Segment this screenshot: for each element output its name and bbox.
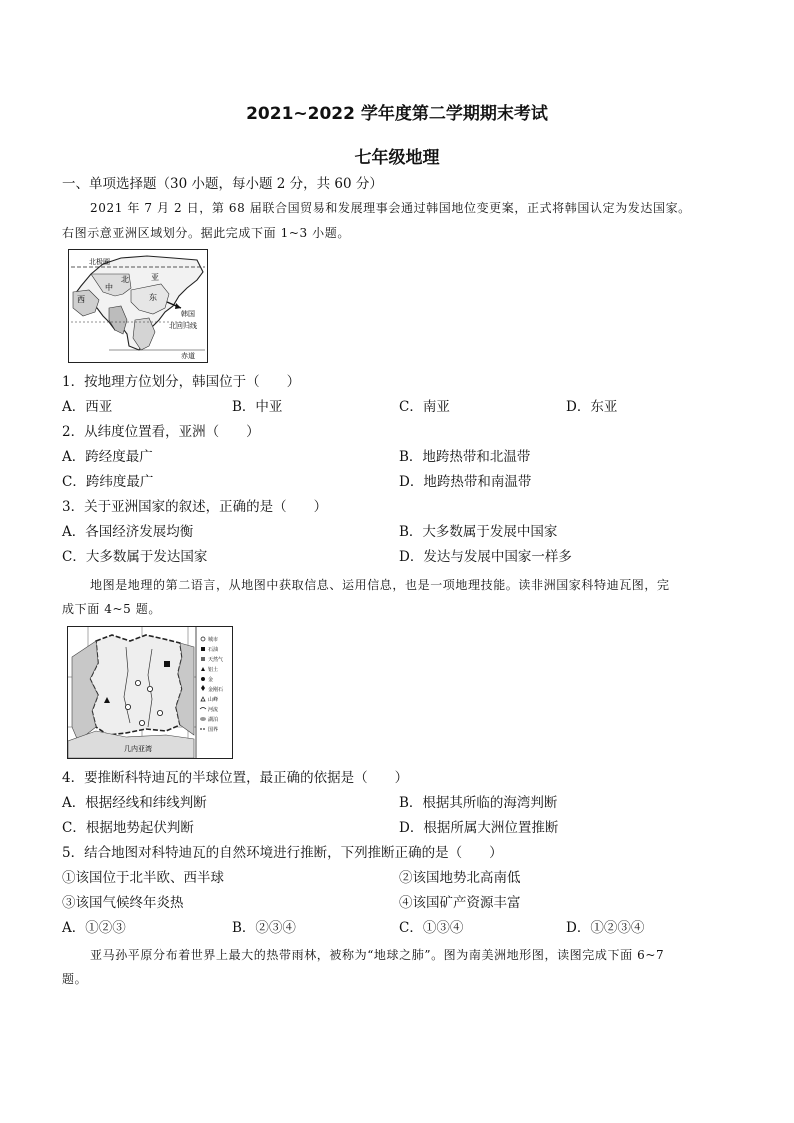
legend-item: 铝土 [208,667,219,673]
city-marker [125,704,130,709]
city-marker [135,680,140,685]
question-2-option-c[interactable]: C．跨纬度最广 [62,474,154,490]
intro-3-line-2: 题。 [62,972,88,986]
exam-subtitle: 七年级地理 [354,148,440,168]
question-4-option-d[interactable]: D．根据所属大洲位置推断 [399,820,559,836]
legend-item: 湖泊 [208,717,219,723]
intro-1-line-2: 右图示意亚洲区域划分。据此完成下面 1~3 小题。 [62,226,350,240]
question-1-option-d[interactable]: D．东亚 [566,399,618,415]
neighbor-west [72,641,98,741]
map-label-west: 西 [77,295,85,304]
map-label-north-circle: 北极圈 [89,258,110,266]
question-1-stem: 1．按地理方位划分，韩国位于（ ） [62,374,301,390]
intro-3-line-1: 亚马孙平原分布着世界上最大的热带雨林，被称为“地球之肺”。图为南美洲地形图，读图完成下面 6~7 [90,948,665,962]
korea-arrowhead [175,303,181,309]
question-4-option-a[interactable]: A．根据经线和纬线判断 [62,795,207,811]
question-1-option-a[interactable]: A．西亚 [62,399,113,415]
mineral-marker [164,661,170,667]
question-1-option-b[interactable]: B．中亚 [232,399,283,415]
question-5-option-c[interactable]: C．①③④ [399,920,464,936]
asia-map-graphic [69,250,207,362]
city-marker [139,720,144,725]
map-label-east: 东 [149,293,157,302]
question-5-statement-4: ④该国矿产资源丰富 [399,895,521,911]
gulf-label: 几内亚湾 [124,745,152,753]
legend-item: 河流 [208,707,219,713]
exam-title: 2021~2022 学年度第二学期期末考试 [246,104,548,124]
cote-divoire-map [67,626,233,759]
question-4-option-c[interactable]: C．根据地势起伏判断 [62,820,194,836]
asia-region-map [68,249,208,363]
question-1-option-c[interactable]: C．南亚 [399,399,450,415]
question-2-option-d[interactable]: D．地跨热带和南温带 [399,474,532,490]
map-label-asia: 亚 [151,273,159,282]
question-5-statement-1: ①该国位于北半欧、西半球 [62,870,224,886]
map-label-korea: 韩国 [181,310,195,318]
intro-2-line-2: 成下面 4~5 题。 [62,602,161,616]
city-marker [147,686,152,691]
question-5-stem: 5．结合地图对科特迪瓦的自然环境进行推断，下列推断正确的是（ ） [62,845,503,861]
question-5-option-a[interactable]: A．①②③ [62,920,126,936]
legend-item: 国界 [208,727,219,733]
legend-item: 天然气 [208,657,224,663]
legend-item: 石油 [208,647,219,653]
intro-2-line-1: 地图是地理的第二语言，从地图中获取信息、运用信息，也是一项地理技能。读非洲国家科特迪瓦图，完 [90,578,670,592]
legend-item: 城市 [208,637,219,643]
question-5-statement-3: ③该国气候终年炎热 [62,895,184,911]
legend-item: 金刚石 [208,687,224,693]
question-3-option-b[interactable]: B．大多数属于发展中国家 [399,524,558,540]
question-2-stem: 2．从纬度位置看，亚洲（ ） [62,424,260,440]
legend-item: 山峰 [208,697,219,703]
question-3-option-d[interactable]: D．发达与发展中国家一样多 [399,549,572,565]
question-3-option-a[interactable]: A．各国经济发展均衡 [62,524,194,540]
question-5-option-d[interactable]: D．①②③④ [566,920,645,936]
question-2-option-b[interactable]: B．地跨热带和北温带 [399,449,531,465]
question-3-stem: 3．关于亚洲国家的叙述，正确的是（ ） [62,499,328,515]
cote-divoire-map-graphic [68,627,232,758]
map-label-central: 中 [105,283,113,292]
question-4-stem: 4．要推断科特迪瓦的半球位置，最正确的依据是（ ） [62,770,409,786]
map-label-north: 北 [121,275,129,284]
map-label-tropic: 北回归线 [169,322,197,330]
intro-1-line-1: 2021 年 7 月 2 日，第 68 届联合国贸易和发展理事会通过韩国地位变更案，正式将韩国认定为发达国家。 [90,201,691,215]
question-2-option-a[interactable]: A．跨经度最广 [62,449,153,465]
legend-item: 金 [208,677,214,683]
question-3-option-c[interactable]: C．大多数属于发达国家 [62,549,208,565]
section-heading: 一、单项选择题（30 小题，每小题 2 分，共 60 分） [62,176,383,192]
question-4-option-b[interactable]: B．根据其所临的海湾判断 [399,795,558,811]
question-5-statement-2: ②该国地势北高南低 [399,870,521,886]
map-label-equator: 赤道 [181,352,195,360]
city-marker [157,710,162,715]
map-legend [200,636,223,733]
question-5-option-b[interactable]: B．②③④ [232,920,296,936]
